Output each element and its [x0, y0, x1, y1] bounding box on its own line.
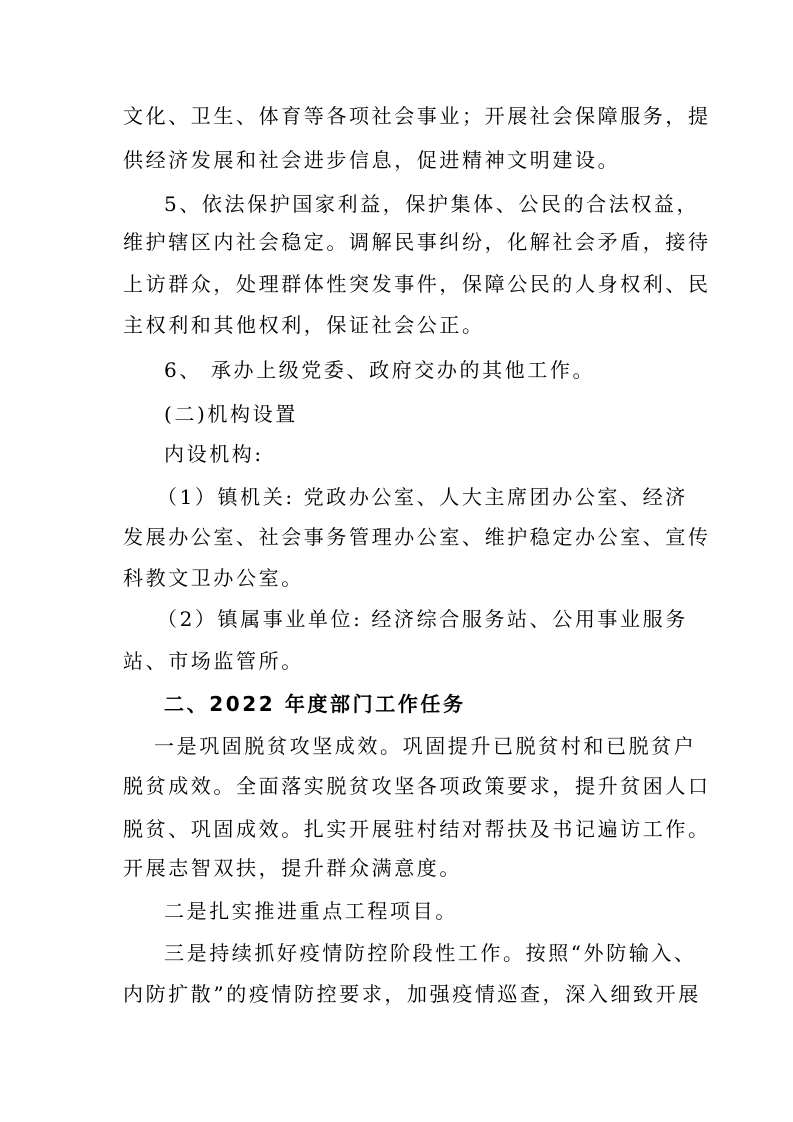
- section-heading: 二、2022 年度部门工作任务: [164, 692, 466, 716]
- text-line: 一是巩固脱贫攻坚成效。巩固提升已脱贫村和已脱贫户: [154, 734, 697, 758]
- text-line: 站、市场监管所。: [123, 649, 304, 673]
- text-line: （1）镇机关: 党政办公室、人大主席团办公室、经济: [157, 485, 688, 509]
- text-line: 供经济发展和社会进步信息，促进精神文明建设。: [123, 148, 621, 172]
- text-line: 主权利和其他权利，保证社会公正。: [123, 313, 485, 337]
- text-line: 维护辖区内社会稳定。调解民事纠纷，化解社会矛盾，接待: [123, 230, 711, 254]
- text-line: 三是持续抓好疫情防控阶段性工作。按照“外防输入、: [164, 941, 697, 965]
- text-line: （2）镇属事业单位: 经济综合服务站、公用事业服务: [157, 607, 688, 631]
- text-line: 内设机构:: [164, 442, 264, 466]
- text-line: 内防扩散”的疫情防控要求，加强疫情巡查，深入细致开展: [123, 982, 701, 1006]
- section-heading: (二)机构设置: [164, 402, 298, 426]
- text-line: 上访群众，处理群体性突发事件，保障公民的人身权利、民: [123, 272, 711, 296]
- text-line: 发展办公室、社会事务管理办公室、维护稳定办公室、宣传: [123, 525, 711, 549]
- text-line: 脱贫成效。全面落实脱贫攻坚各项政策要求，提升贫困人口: [123, 774, 711, 798]
- text-line: 开展志智双扶，提升群众满意度。: [123, 856, 462, 880]
- text-line: 科教文卫办公室。: [123, 566, 304, 590]
- text-line: 二是扎实推进重点工程项目。: [164, 899, 458, 923]
- text-line: 脱贫、巩固成效。扎实开展驻村结对帮扶及书记遍访工作。: [123, 817, 711, 841]
- text-line: 5、依法保护国家利益，保护集体、公民的合法权益，: [164, 192, 700, 216]
- text-line: 文化、卫生、体育等各项社会事业；开展社会保障服务，提: [123, 104, 711, 128]
- text-line: 6、 承办上级党委、政府交办的其他工作。: [164, 358, 596, 382]
